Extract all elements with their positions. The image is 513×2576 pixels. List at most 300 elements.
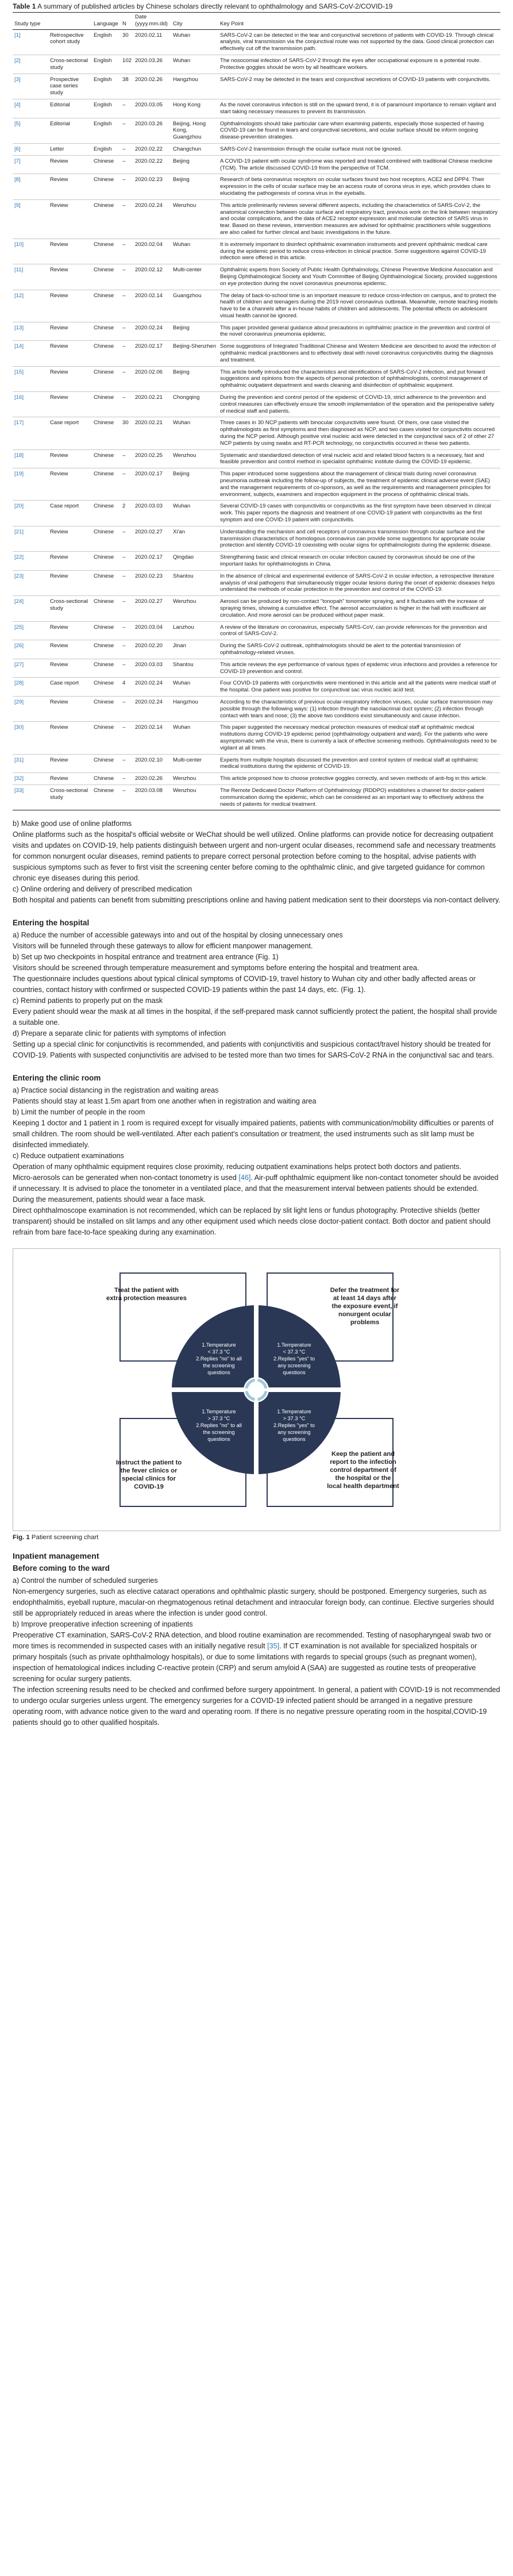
cell-reference[interactable]: [19] [13, 468, 48, 501]
paragraph-preoperative-screening [13, 1630, 500, 1685]
cell-city: Lanzhou [171, 621, 218, 640]
cell-n: 30 [121, 29, 133, 55]
paragraph-reduce-exams: Operation of many ophthalmic equipment requires close proximity, reducing outpatient examinations helps protect both doctors and patients. [13, 1163, 462, 1171]
articles-table [13, 12, 500, 810]
cell-key-point: SARS-CoV-2 can be detected in the tear and conjunctival secretions of patients with COVID-19. Through clinical analysis, viral transmission via the conjunctival route was not supported by the data. Good clinical protection can effectively cut off the transmission path. [218, 29, 500, 55]
cell-key-point: According to the characteristics of previous ocular-respiratory infection viruses, ocular surface transmission may possible through the following ways: (1) infection through the nasolacrimal duct system; (2) infection through contact with tears and nose; (3) the above two conditions exist simultaneously and cause infection. [218, 696, 500, 721]
figure-caption [13, 1534, 500, 1541]
cell-city: Wuhan [171, 29, 218, 55]
cell-language: Chinese [92, 366, 121, 391]
cell-key-point: Several COVID-19 cases with conjunctivitis or conjunctivitis as the first symptom have been observed in clinical work. This paper reports the diagnosis and treatment of one COVID-19 patient with conjunctivitis as the first symptom and one COVID-19 patient with conjunctivitis. [218, 501, 500, 526]
paragraph-screening-results: The infection screening results need to be checked and confirmed before surgery appointment. In general, a patient with COVID-19 is not recommended to undergo ocular surgeries unless urgent. The emergency surgeries for a COVID-19 infected patient should be arranged in a negative pressure operating room, with advance notice given to the ward and operating room. If there is no negative pressure operating room in the hospital,COVID-19 patients should go to other qualified hospitals. [13, 1686, 500, 1727]
table-caption-text: A summary of published articles by Chinese scholars directly relevant to ophthalmology and SARS-CoV-2/COVID-19 [37, 2, 393, 10]
table-row [13, 570, 500, 595]
micro-aerosols-text-end: . Air-puff ophthalmic equipment like non-contact tonometer should be avoided if unnecessary. It is advised to place the tonometer in a ventilated place, and that the measurement interval between patients should be extended. During the measurement, patients should wear a face mask. [13, 1174, 499, 1204]
cell-reference[interactable]: [8] [13, 174, 48, 199]
subheading-remind-mask: c) Remind patients to properly put on the mask [13, 997, 163, 1005]
cell-key-point: This paper suggested the necessary medical protection measures of medical staff at ophthalmic medical institutions during COVID-19 epidemic period (ophthalmology outpatient and ward). For the patients who were asymptomatic with the virus, there is currently a lack of effective screening methods. Ophthalmologists need to be vigilant at all times. [218, 722, 500, 754]
cell-n: – [121, 754, 133, 773]
cell-date: 2020.02.17 [133, 341, 171, 366]
cell-reference[interactable]: [7] [13, 155, 48, 174]
cell-study-type: Prospective case series study [48, 74, 92, 99]
subheading-social-distancing: a) Practice social distancing in the registration and waiting areas [13, 1086, 219, 1095]
table-row [13, 366, 500, 391]
cell-n: – [121, 570, 133, 595]
cell-city: Beijing, Hong Kong, Guangzhou [171, 118, 218, 143]
header-date: Date (yyyy.mm.dd) [133, 13, 171, 30]
table-row [13, 264, 500, 290]
cell-key-point: Systematic and standardized detection of viral nucleic acid and related blood factors is a necessary, fast and feasible prevention and control method in specialist ophthalmic institute during the COVID-19 epidemic. [218, 449, 500, 468]
cell-language: Chinese [92, 468, 121, 501]
cell-n: – [121, 99, 133, 118]
table-row [13, 596, 500, 621]
cell-n: – [121, 118, 133, 143]
cell-city: Wenzhou [171, 785, 218, 810]
heading-entering-hospital: Entering the hospital [13, 918, 90, 928]
cell-study-type: Review [48, 621, 92, 640]
header-city: City [171, 13, 218, 30]
cell-reference[interactable]: [23] [13, 570, 48, 595]
figure-caption-label: Fig. 1 [13, 1534, 30, 1541]
cell-language: Chinese [92, 264, 121, 290]
table-row [13, 678, 500, 697]
table-caption-label: Table 1 [13, 2, 36, 10]
cell-city: Beijing [171, 468, 218, 501]
table-row [13, 526, 500, 551]
cell-city: Wenzhou [171, 449, 218, 468]
cell-city: Hong Kong [171, 99, 218, 118]
heading-before-ward: Before coming to the ward [13, 1564, 110, 1573]
sector-br-text: 1.Temperature > 37.3 °C 2.Replies "yes" to any screening questions [273, 1409, 315, 1443]
table-row [13, 155, 500, 174]
cell-key-point: A COVID-19 patient with ocular syndrome was reported and treated combined with traditional Chinese medicine (TCM). The article discussed COVID-19 from the perspective of TCM. [218, 155, 500, 174]
cell-key-point: Four COVID-19 patients with conjunctivitis were mentioned in this article and all the patients were medical staff of the hospital. One patient was positive for conjunctival sac virus nucleic acid test. [218, 678, 500, 697]
citation-link[interactable]: [35] [267, 1642, 280, 1651]
figure-caption-text: Patient screening chart [31, 1534, 99, 1541]
cell-n: – [121, 392, 133, 417]
cell-reference[interactable]: [28] [13, 678, 48, 697]
cell-key-point: This paper introduced some suggestions about the management of clinical trials during novel coronavirus pneumonia outbreak including the follow-up of subjects, the treatment of epidemic clinical adverse event (SAE) and the management requirements of co-sponsors, as well as the requirements and management principles for environment, subjects, examiners and inspection equipment in the process of ophthalmic clinical trials. [218, 468, 500, 501]
cell-language: Chinese [92, 621, 121, 640]
cell-n: – [121, 449, 133, 468]
table-row [13, 143, 500, 155]
cell-n: 30 [121, 417, 133, 449]
cell-reference[interactable]: [18] [13, 449, 48, 468]
paragraph-online-ordering: Both hospital and patients can benefit from submitting prescriptions online and having patient medication sent to their doorsteps via non-contact delivery. [13, 896, 500, 905]
cell-key-point: A review of the literature on coronavirus, especially SARS-CoV, can provide references for the prevention and control of SARS-CoV-2. [218, 621, 500, 640]
figure-1 [13, 1248, 500, 1541]
cell-n: – [121, 199, 133, 239]
table-row [13, 552, 500, 571]
sector-bl-text: 1.Temperature > 37.3 °C 2.Replies "no" to all the screening questions [196, 1409, 242, 1443]
cell-language: Chinese [92, 341, 121, 366]
cell-date: 2020.02.22 [133, 143, 171, 155]
citation-link[interactable]: [46] [238, 1174, 251, 1182]
cell-language: Chinese [92, 696, 121, 721]
paragraph-micro-aerosols [13, 1172, 500, 1205]
cell-reference[interactable]: [2] [13, 55, 48, 74]
paragraph-remind-mask: Every patient should wear the mask at all times in the hospital, if the self-prepared mask cannot sufficiently protect the patient, the hospital shall provide a suitable one. [13, 1008, 497, 1027]
cell-language: Chinese [92, 678, 121, 697]
cell-reference[interactable]: [25] [13, 621, 48, 640]
preoperative-text-end: . If CT examination is not available for specialized hospitals or primary hospitals (such as private ophthalmology hospitals), or due to some limitations with regards to special groups (such as pregnant women), inspection of hematological indices including C-reactive protein (CRP) and serum amyloid A (SAA) are suggested as routine tests of preoperative screening for ocular surgery patients. [13, 1642, 477, 1683]
cell-study-type: Review [48, 552, 92, 571]
table-header-row [13, 13, 500, 30]
body-section-2 [13, 1551, 500, 1728]
cell-study-type: Review [48, 659, 92, 678]
quadrant-bl-label: Instruct the patient to the fever clinics or special clinics for COVID-19 [115, 1459, 182, 1491]
cell-n: – [121, 143, 133, 155]
cell-reference[interactable]: [32] [13, 773, 48, 785]
cell-reference[interactable]: [4] [13, 99, 48, 118]
subheading-online-ordering: c) Online ordering and delivery of prescribed medication [13, 885, 192, 894]
cell-date: 2020.02.27 [133, 596, 171, 621]
cell-date: 2020.02.25 [133, 449, 171, 468]
cell-language: Chinese [92, 239, 121, 264]
cell-date: 2020.03.26 [133, 55, 171, 74]
cell-key-point: This article proposed how to choose protective goggles correctly, and seven methods of anti-fog in this article. [218, 773, 500, 785]
cell-city: Wenzhou [171, 199, 218, 239]
cell-date: 2020.02.24 [133, 696, 171, 721]
table-row [13, 199, 500, 239]
cell-city: Chongqing [171, 392, 218, 417]
cell-language: Chinese [92, 773, 121, 785]
cell-date: 2020.03.08 [133, 785, 171, 810]
cell-study-type: Review [48, 366, 92, 391]
cell-date: 2020.03.04 [133, 621, 171, 640]
cell-city: Changchun [171, 143, 218, 155]
cell-n: – [121, 290, 133, 322]
table-body [13, 29, 500, 810]
table-row [13, 468, 500, 501]
paragraph-separate-clinic: Setting up a special clinic for conjunctivitis is recommended, and patients with conjunctivitis and suspicious contact/travel history should be treated for COVID-19. Patients with suspected conjunctivitis are advised to be tested more than two times for SARS-CoV-2 RNA in the conjunctival sac and tears. [13, 1040, 494, 1060]
cell-date: 2020.02.26 [133, 74, 171, 99]
cell-city: Shantou [171, 659, 218, 678]
cell-key-point: Understanding the mechanism and cell receptors of coronavirus transmission through ocular surface and the transmission characteristics of homologous coronavirus can provide some suggestions for appropriate ocular protection and identify COVID-19 coexisting with ocular signs for ophthalmologists during the epidemic disease. [218, 526, 500, 551]
cell-city: Wuhan [171, 678, 218, 697]
cell-city: Guangzhou [171, 290, 218, 322]
cell-reference[interactable]: [5] [13, 118, 48, 143]
cell-date: 2020.02.14 [133, 290, 171, 322]
cell-date: 2020.02.24 [133, 322, 171, 341]
cell-language: Chinese [92, 570, 121, 595]
cell-study-type: Review [48, 570, 92, 595]
cell-date: 2020.03.05 [133, 99, 171, 118]
cell-language: Chinese [92, 552, 121, 571]
cell-study-type: Editorial [48, 99, 92, 118]
cell-reference[interactable]: [22] [13, 552, 48, 571]
cell-study-type: Review [48, 341, 92, 366]
cell-city: Wuhan [171, 417, 218, 449]
cell-n: – [121, 596, 133, 621]
quadrant-tl-label: Treat the patient with extra protection measures [106, 1287, 187, 1302]
table-row [13, 341, 500, 366]
cell-city: Wenzhou [171, 596, 218, 621]
cell-date: 2020.02.04 [133, 239, 171, 264]
subheading-limit-people: b) Limit the number of people in the room [13, 1108, 145, 1117]
table-row [13, 501, 500, 526]
cell-date: 2020.02.22 [133, 155, 171, 174]
cell-n: – [121, 696, 133, 721]
header-language: Language [92, 13, 121, 30]
sector-tr-text: 1.Temperature < 37.3 °C 2.Replies "yes" to any screening questions [273, 1342, 315, 1376]
cell-reference[interactable]: [30] [13, 722, 48, 754]
cell-reference[interactable]: [20] [13, 501, 48, 526]
cell-city: Wuhan [171, 55, 218, 74]
table-row [13, 773, 500, 785]
cell-date: 2020.02.17 [133, 552, 171, 571]
table-caption [13, 2, 500, 10]
table-row [13, 99, 500, 118]
cell-key-point: Three cases in 30 NCP patients with binocular conjunctivitis were found. Of them, one case visited the ophthalmologists as first symptoms and then diagnosed as NCP, and two cases visited for conjunctivitis occurred during the NCP period. Although positive viral nucleic acid were detected in the conjunctival sacs of 2 of other 27 NCP patients by using swabs and RT-PCR technology, no conjunctivitis occurred in these two patients. [218, 417, 500, 449]
subheading-preoperative-screening: b) Improve preoperative infection screening of inpatients [13, 1620, 193, 1629]
cell-language: English [92, 143, 121, 155]
cell-language: English [92, 74, 121, 99]
cell-reference[interactable]: [1] [13, 29, 48, 55]
subheading-checkpoints: b) Set up two checkpoints in hospital entrance and treatment area entrance (Fig. 1) [13, 953, 279, 962]
cell-date: 2020.02.11 [133, 29, 171, 55]
cell-date: 2020.02.23 [133, 174, 171, 199]
heading-entering-clinic: Entering the clinic room [13, 1074, 101, 1083]
cell-reference[interactable]: [14] [13, 341, 48, 366]
subheading-reduce-exams: c) Reduce outpatient examinations [13, 1152, 124, 1160]
table-row [13, 417, 500, 449]
cell-reference[interactable]: [3] [13, 74, 48, 99]
cell-city: Shantou [171, 570, 218, 595]
cell-language: Chinese [92, 596, 121, 621]
cell-city: Wenzhou [171, 773, 218, 785]
cell-date: 2020.02.10 [133, 754, 171, 773]
cell-n: – [121, 552, 133, 571]
cell-city: Hangzhou [171, 696, 218, 721]
figure-frame [13, 1248, 500, 1531]
cell-reference[interactable]: [11] [13, 264, 48, 290]
table-row [13, 174, 500, 199]
cell-language: Chinese [92, 722, 121, 754]
cell-reference[interactable]: [10] [13, 239, 48, 264]
cell-key-point: Ophthalmologists should take particular care when examining patients, especially those suspected of having COVID-19 can be found in tears and conjunctival secretions, and ocular surface should be inform ongoing disease-prevention strategies. [218, 118, 500, 143]
cell-language: English [92, 99, 121, 118]
cell-key-point: During the SARS-CoV-2 outbreak, ophthalmologists should be alert to the potential transmission of ophthalmology-related viruses. [218, 640, 500, 659]
cell-n: – [121, 366, 133, 391]
cell-language: Chinese [92, 449, 121, 468]
cell-date: 2020.02.24 [133, 678, 171, 697]
cell-date: 2020.02.27 [133, 526, 171, 551]
cell-key-point: It is extremely important to disinfect ophthalmic examination instruments and prevent ophthalmic medical care during the epidemic period to reduce cross-infection in clinical practice. Some suggestions against COVID-19 infection were offered in this article. [218, 239, 500, 264]
cell-language: Chinese [92, 174, 121, 199]
cell-n: 4 [121, 678, 133, 697]
cell-study-type: Review [48, 773, 92, 785]
cell-city: Beijing [171, 366, 218, 391]
cell-key-point: Aerosol can be produced by non-contact "tonopah" tonometer spraying, and it fluctuates with the increase of spraying times, showing a cumulative effect. The aerosol accumulation is higher in the hall with insufficient air circulation. And more aerosol can be produced without paper mask. [218, 596, 500, 621]
cell-language: Chinese [92, 526, 121, 551]
cell-study-type: Review [48, 264, 92, 290]
cell-key-point: SARS-CoV-2 may be detected in the tears and conjunctival secretions of COVID-19 patients with conjunctivitis. [218, 74, 500, 99]
table-row [13, 29, 500, 55]
cell-key-point: Strengthening basic and clinical research on ocular infection caused by coronavirus should be one of the important tasks for ophthalmologists in China. [218, 552, 500, 571]
cell-study-type: Review [48, 696, 92, 721]
cell-date: 2020.02.17 [133, 468, 171, 501]
table-row [13, 290, 500, 322]
cell-study-type: Review [48, 392, 92, 417]
cell-language: Chinese [92, 155, 121, 174]
cell-city: Multi-center [171, 754, 218, 773]
cell-reference[interactable]: [31] [13, 754, 48, 773]
cell-language: English [92, 55, 121, 74]
cell-reference[interactable]: [24] [13, 596, 48, 621]
cell-date: 2020.03.03 [133, 501, 171, 526]
cell-n: – [121, 239, 133, 264]
preoperative-text-start: Preoperative CT examination, SARS-CoV-2 RNA detection, and blood routine examination are recommended. Testing of nasopharyngeal swab two or more times is recommended in suspected cases with an initially negative result [13, 1631, 492, 1651]
paragraph-checkpoints-2: The questionnaire includes questions about typical clinical symptoms of COVID-19, travel history to Wuhan city and other badly affected areas or countries, contact history with confirmed or suspected COVID-19 patients within the past 14 days, etc. (Fig. 1). [13, 975, 476, 994]
cell-city: Wuhan [171, 501, 218, 526]
table-row [13, 118, 500, 143]
cell-date: 2020.02.12 [133, 264, 171, 290]
cell-key-point: The delay of back-to-school time is an important measure to reduce cross-infection on campus, and to protect the health of children and teenagers during the 2019 novel coronavirus outbreak. Meanwhile, remote teaching models have to be a channels after a in-house habits of children and adolescents. The potential effects on adolescent visual health cannot be ignored. [218, 290, 500, 322]
cell-key-point: Ophthalmic experts from Society of Public Health Ophthalmology, Chinese Preventive Medicine Association and Beijing Ophthalmological Society and Youth Committee of Beijing Ophthalmological Society, provided suggestions on eye protection during the novel coronavirus pneumonia epidemic. [218, 264, 500, 290]
cell-key-point: SARS-CoV-2 transmission through the ocular surface must not be ignored. [218, 143, 500, 155]
table-row [13, 239, 500, 264]
cell-language: Chinese [92, 640, 121, 659]
cell-city: Wuhan [171, 722, 218, 754]
cell-language: Chinese [92, 659, 121, 678]
cell-language: Chinese [92, 290, 121, 322]
cell-n: – [121, 341, 133, 366]
cell-reference[interactable]: [13] [13, 322, 48, 341]
cell-study-type: Review [48, 239, 92, 264]
micro-aerosols-text-start: Micro-aerosols can be generated when non-contact tonometry is used [13, 1174, 239, 1182]
cell-key-point: This article reviews the eye performance of various types of epidemic virus infections and provides a reference for COVID-19 prevention and control. [218, 659, 500, 678]
cell-date: 2020.02.06 [133, 366, 171, 391]
cell-date: 2020.02.26 [133, 773, 171, 785]
subheading-reduce-gateways: a) Reduce the number of accessible gateways into and out of the hospital by closing unnecessary ones [13, 931, 343, 940]
paragraph-control-surgeries: Non-emergency surgeries, such as elective cataract operations and ophthalmic plastic surgery, should be postponed. Emergency surgeries, such as endophthalmitis, eyeball rupture, macular-on rhegmatogenous retinal detachment and intraocular foreign body, can continue. Elective surgeries should still be appropriately reduced in areas where the infection is under good control. [13, 1587, 494, 1618]
cell-date: 2020.02.21 [133, 392, 171, 417]
cell-study-type: Review [48, 722, 92, 754]
cell-city: Jinan [171, 640, 218, 659]
cell-study-type: Review [48, 468, 92, 501]
cell-language: Chinese [92, 501, 121, 526]
paragraph-direct-ophthalmoscope: Direct ophthalmoscope examination is not recommended, which can be replaced by slit light lens or fundus photography. Protective shields (better transparent) should be installed on slit lamps and any other equipment used which needs close doctor-patient contact. Both doctor and patient should refrain from bare face-to-face speaking during any examination. [13, 1206, 491, 1237]
cell-city: Hangzhou [171, 74, 218, 99]
table-row [13, 74, 500, 99]
cell-reference[interactable]: [27] [13, 659, 48, 678]
screening-chart [13, 1249, 500, 1531]
cell-key-point: This article briefly introduced the characteristics and identifications of SARS-CoV-2 infection, and put forward suggestions and opinions from the aspects of personal protection of ophthalmologists, control management of ophthalmic outpatient department and wards cleaning and disinfection of ophthalmic equipment. [218, 366, 500, 391]
cell-n: – [121, 155, 133, 174]
cell-study-type: Review [48, 290, 92, 322]
cell-n: – [121, 785, 133, 810]
cell-n: – [121, 174, 133, 199]
quadrant-br-label: Keep the patient and report to the infection control department of the hospital or the local health department [327, 1451, 399, 1490]
table-row [13, 659, 500, 678]
cell-study-type: Cross-sectional study [48, 785, 92, 810]
cell-study-type: Editorial [48, 118, 92, 143]
cell-city: Beijing [171, 322, 218, 341]
cell-key-point: As the novel coronavirus infection is still on the upward trend, it is of paramount importance to remain vigilant and start taking necessary measures to prevent its transmission. [218, 99, 500, 118]
cell-n: – [121, 322, 133, 341]
cell-date: 2020.02.14 [133, 722, 171, 754]
cell-study-type: Review [48, 174, 92, 199]
paragraph-online-platforms: Online platforms such as the hospital's official website or WeChat should be well utilized. Online platforms can provide notice for decreasing outpatient visits and updates on COVID-19, help patients distinguish between urgent and non-urgent ocular diseases, recommend safe and necessary treatments for common nonurgent ocular diseases, remind patients to prepare correct personal protection before coming to the hospital, advise patients with suspicious symptoms such as fever to first visit the screening center before coming to the ophthalmic clinic, and give targeted guidance for common chronic eye diseases during this period. [13, 831, 496, 883]
cell-study-type: Review [48, 449, 92, 468]
cell-reference[interactable]: [26] [13, 640, 48, 659]
cell-city: Xi'an [171, 526, 218, 551]
cell-city: Qingdao [171, 552, 218, 571]
header-key-point: Key Point [218, 13, 500, 30]
cell-key-point: The nosocomial infection of SARS-CoV-2 through the eyes after occupational exposure is a potential route. Protective goggles should be worn by all healthcare workers. [218, 55, 500, 74]
cell-language: Chinese [92, 785, 121, 810]
cell-study-type: Case report [48, 501, 92, 526]
cell-reference[interactable]: [17] [13, 417, 48, 449]
cell-key-point: This paper provided general guidance about precautions in ophthalmic practice in the prevention and control of the novel coronavirus pneumonia epidemic. [218, 322, 500, 341]
cell-study-type: Case report [48, 678, 92, 697]
subheading-online-platforms: b) Make good use of online platforms [13, 820, 132, 828]
cell-key-point: In the absence of clinical and experimental evidence of SARS-CoV-2 in ocular infection, a retrospective literature analysis of viral pathogens that simultaneously trigger ocular lesions during the onset of epidemic diseases helps understand the methods of ocular protection in the prevention and control of the COVID-19. [218, 570, 500, 595]
cell-study-type: Review [48, 322, 92, 341]
header-study-type: Study type [13, 13, 92, 30]
cell-n: 2 [121, 501, 133, 526]
cell-city: Multi-center [171, 264, 218, 290]
cell-reference[interactable]: [29] [13, 696, 48, 721]
cell-study-type: Review [48, 199, 92, 239]
cell-reference[interactable]: [6] [13, 143, 48, 155]
heading-inpatient-management: Inpatient management [13, 1552, 99, 1562]
cell-date: 2020.03.26 [133, 118, 171, 143]
cell-city: Beijing-Shenzhen [171, 341, 218, 366]
cell-n: – [121, 468, 133, 501]
body-section-1 [13, 818, 500, 1238]
subheading-control-surgeries: a) Control the number of scheduled surgeries [13, 1577, 158, 1585]
cell-study-type: Review [48, 155, 92, 174]
cell-key-point: During the prevention and control period of the epidemic of COVID-19, strict adherence to the prevention and control measures can effectively ensure the smooth implementation of the operation and the perioperative safety of medical staff and patients. [218, 392, 500, 417]
cell-language: Chinese [92, 322, 121, 341]
cell-language: English [92, 29, 121, 55]
cell-city: Beijing [171, 174, 218, 199]
table-row [13, 640, 500, 659]
cell-reference[interactable]: [9] [13, 199, 48, 239]
cell-n: – [121, 526, 133, 551]
table-row [13, 696, 500, 721]
cell-n: 38 [121, 74, 133, 99]
cell-n: 102 [121, 55, 133, 74]
cell-language: Chinese [92, 417, 121, 449]
cell-language: Chinese [92, 199, 121, 239]
paragraph-limit-people: Keeping 1 doctor and 1 patient in 1 room is required except for visually impaired patients, patients with communication/mobility difficulties or parents of small children. The room should be well-ventilated. After each patient's consultation or treatment, the used instruments such as slit lamp must be disinfected immediately. [13, 1119, 493, 1149]
cell-key-point: The Remote Dedicated Doctor Platform of Ophthalmology (RDDPO) establishes a channel for doctor-patient communication during the epidemic, which can be considered as an important way to effectively address the needs of patients for medical treatment. [218, 785, 500, 810]
cell-n: – [121, 621, 133, 640]
quadrant-tr-label: Defer the treatment for at least 14 days after the exposure event, if nonurgent ocular problems [330, 1287, 400, 1327]
cell-reference[interactable]: [12] [13, 290, 48, 322]
cell-reference[interactable]: [33] [13, 785, 48, 810]
header-n: N [121, 13, 133, 30]
cell-reference[interactable]: [15] [13, 366, 48, 391]
paragraph-checkpoints-1: Visitors should be screened through temperature measurement and symptoms before entering the hospital and treatment area. [13, 964, 419, 972]
cell-date: 2020.02.24 [133, 199, 171, 239]
table-row [13, 322, 500, 341]
cell-reference[interactable]: [16] [13, 392, 48, 417]
cell-language: English [92, 118, 121, 143]
table-row [13, 785, 500, 810]
table-row [13, 392, 500, 417]
paragraph-social-distancing: Patients should stay at least 1.5m apart from one another when in registration and waiting area [13, 1097, 317, 1106]
cell-study-type: Letter [48, 143, 92, 155]
cell-study-type: Review [48, 526, 92, 551]
cell-study-type: Review [48, 640, 92, 659]
cell-reference[interactable]: [21] [13, 526, 48, 551]
cell-key-point: Some suggestions of Integrated Traditional Chinese and Western Medicine are described to avoid the infection of ophthalmic medical practitioners and to effectively deal with novel coronavirus conjunctivitis during the diagnosis and treatment. [218, 341, 500, 366]
cell-n: – [121, 640, 133, 659]
